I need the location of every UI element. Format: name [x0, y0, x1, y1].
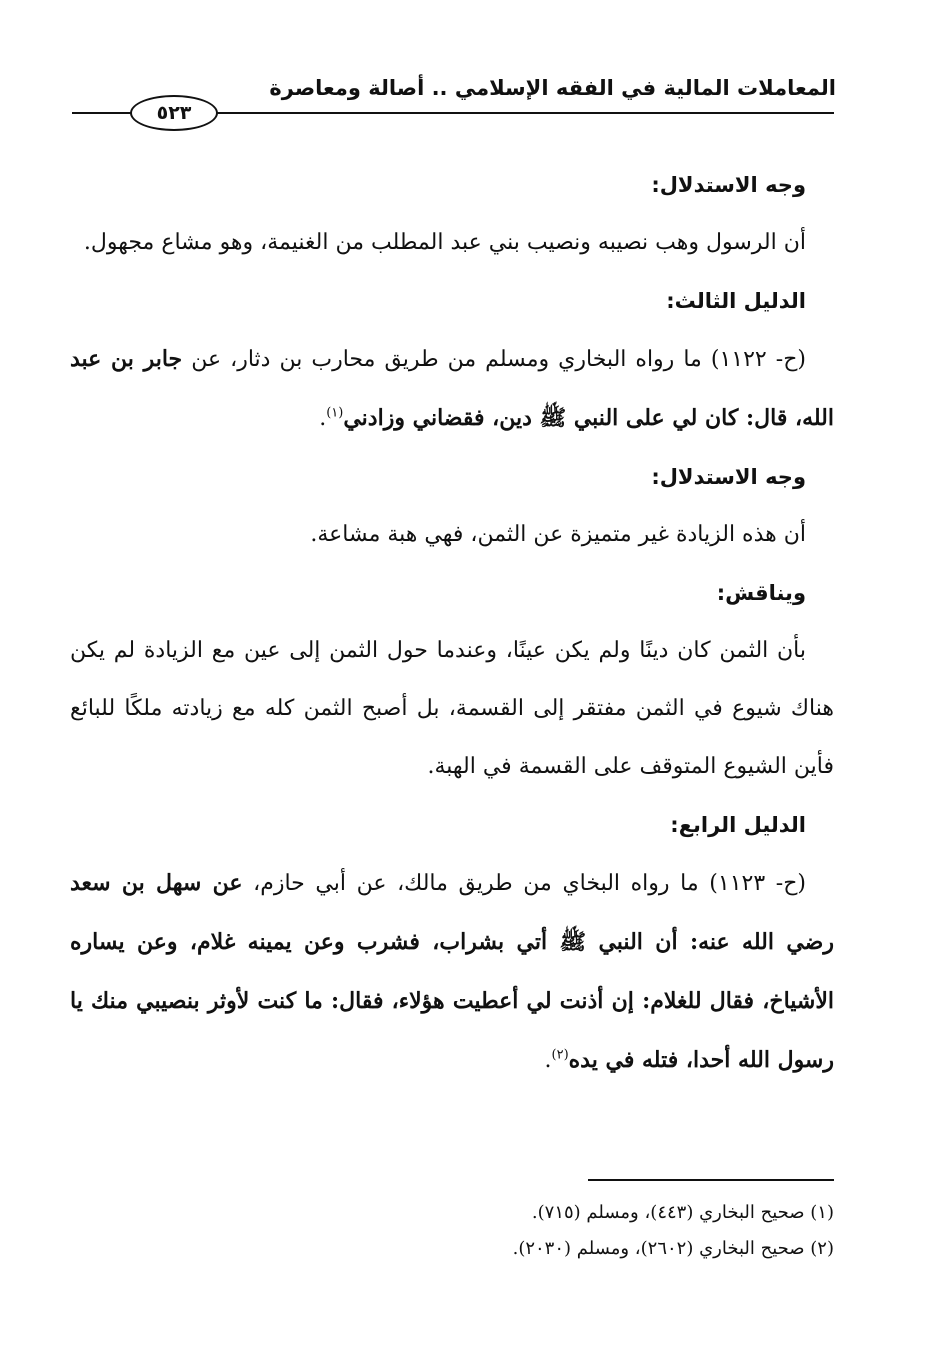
footnote-ref-1[interactable]: (١) [326, 405, 344, 421]
paragraph-hadith-1122 [70, 330, 834, 448]
paragraph-istidlal-2: أن هذه الزيادة غير متميزة عن الثمن، فهي هبة مشاعة. [310, 522, 806, 547]
footnote-separator [588, 1179, 834, 1181]
footnotes [70, 1195, 834, 1267]
section-heading-third-evidence: الدليل الثالث: [666, 289, 806, 313]
hadith-1122-chain: (ح- ١١٢٢) ما رواه البخاري ومسلم من طريق محارب بن دثار، عن [182, 347, 806, 372]
section-heading-istidlal-2: وجه الاستدلال: [651, 465, 806, 489]
hadith-1122-text: جابر بن عبد الله، قال: كان لي على النبي ﷺ دين، فقضاني وزادني [70, 346, 834, 431]
paragraph-istidlal-1: أن الرسول وهب نصيبه ونصيب بني عبد المطلب من الغنيمة، وهو مشاع مجهول. [83, 230, 806, 255]
section-heading-istidlal-1: وجه الاستدلال: [651, 173, 806, 197]
footnote-ref-2[interactable]: (٢) [551, 1047, 569, 1063]
body-text [70, 156, 834, 1090]
footnote-1: (١) صحيح البخاري (٤٤٣)، ومسلم (٧١٥). [531, 1202, 834, 1223]
running-header-title: المعاملات المالية في الفقه الإسلامي .. أصالة ومعاصرة [269, 76, 836, 100]
hadith-1122-end: . [319, 406, 327, 431]
hadith-1123-text: عن سهل بن سعد رضي الله عنه: أن النبي ﷺ أتي بشراب، فشرب وعن يمينه غلام، وعن يساره الأشياخ، فقال للغلام: إن أذنت لي أعطيت هؤلاء، فقال: ما كنت لأوثر بنصيبي منك يا رسول الله أحدا، فتله في يده [70, 870, 834, 1073]
section-heading-discussion: ويناقش: [716, 581, 806, 605]
footnote-2: (٢) صحيح البخاري (٢٦٠٢)، ومسلم (٢٠٣٠). [512, 1238, 834, 1259]
paragraph-hadith-1123 [70, 854, 834, 1090]
hadith-1123-end: . [544, 1048, 552, 1073]
section-heading-fourth-evidence: الدليل الرابع: [670, 813, 806, 837]
hadith-1123-chain: (ح- ١١٢٣) ما رواه البخاي من طريق مالك، عن أبي حازم، [242, 871, 806, 896]
page-number: ٥٢٣ [130, 95, 218, 131]
paragraph-discussion: بأن الثمن كان دينًا ولم يكن عينًا، وعندما حول الثمن إلى عين مع الزيادة لم يكن هناك شيوع في الثمن مفتقر إلى القسمة، بل أصبح الثمن كله مع زيادته ملكًا للبائع فأين الشيوع المتوقف على القسمة في الهبة. [70, 638, 834, 779]
